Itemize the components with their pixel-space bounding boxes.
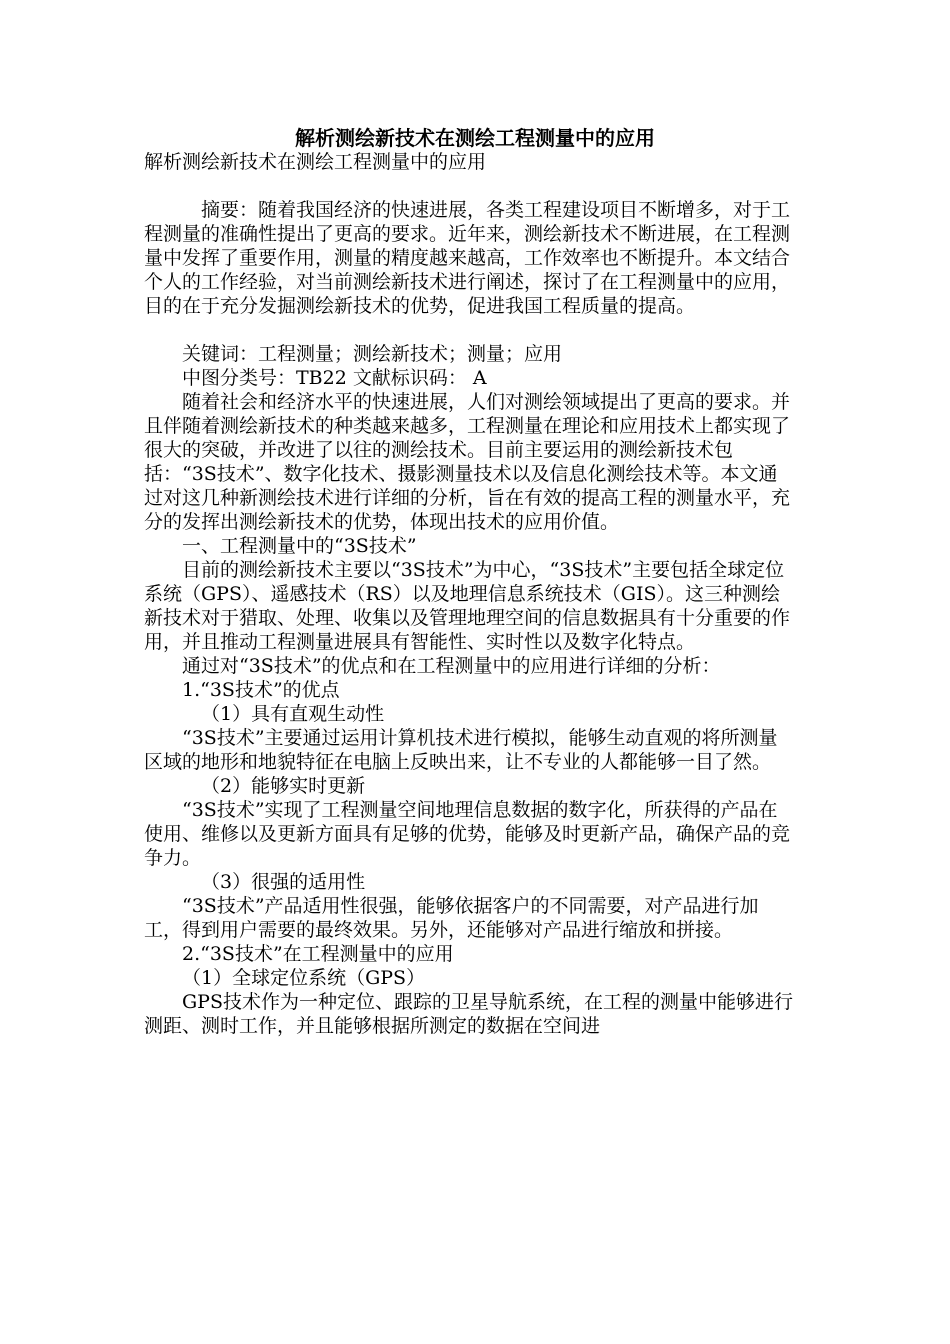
body-paragraph: “3S技术”实现了工程测量空间地理信息数据的数字化，所获得的产品在使用、维修以及更新方面具有足够的优势，能够及时更新产品，确保产品的竞争力。 (144, 799, 791, 869)
body-paragraph: “3S技术”产品适用性很强，能够依据客户的不同需要，对产品进行加工，得到用户需要的最终效果。另外，还能够对产品进行缩放和拼接。 (144, 895, 759, 941)
body-paragraph: GPS技术作为一种定位、跟踪的卫星导航系统，在工程的测量中能够进行测距、测时工作，并且能够根据所测定的数据在空间进 (144, 991, 793, 1037)
item-heading: （1）全球定位系统（GPS） (182, 967, 426, 989)
spacer (144, 318, 794, 342)
body-paragraph: 目前的测绘新技术主要以“3S技术”为中心，“3S技术”主要包括全球定位系统（GPS）、遥感技术（RS）以及地理信息系统技术（GIS）。这三种测绘新技术对于猎取、处理、收集以及管理地理空间的信息数据具有十分重要的作用，并且推动工程测量进展具有智能性、实时性以及数字化特点。 (144, 559, 791, 653)
body-paragraph: 通过对“3S技术”的优点和在工程测量中的应用进行详细的分析： (182, 655, 721, 677)
item-heading: （3）很强的适用性 (201, 871, 366, 893)
subsection-heading: 2.“3S技术”在工程测量中的应用 (182, 943, 454, 965)
section-heading: 一、工程测量中的“3S技术” (182, 535, 417, 557)
document-title: 解析测绘新技术在测绘工程测量中的应用 (295, 126, 655, 150)
classification-line: 中图分类号：TB22 文献标识码： A (182, 367, 487, 389)
document-subtitle: 解析测绘新技术在测绘工程测量中的应用 (144, 151, 487, 173)
body-paragraph: “3S技术”主要通过运用计算机技术进行模拟，能够生动直观的将所测量区域的地形和地貌特征在电脑上反映出来，让不专业的人都能够一目了然。 (144, 727, 778, 773)
keywords-line: 关键词：工程测量；测绘新技术；测量；应用 (182, 343, 563, 365)
document-body (144, 198, 794, 1038)
item-heading: （2）能够实时更新 (201, 775, 366, 797)
subsection-heading: 1.“3S技术”的优点 (182, 679, 340, 701)
item-heading: （1）具有直观生动性 (201, 703, 385, 725)
body-paragraph: 随着社会和经济水平的快速进展，人们对测绘领域提出了更高的要求。并且伴随着测绘新技术的种类越来越多，工程测量在理论和应用技术上都实现了很大的突破，并改进了以往的测绘技术。目前主要运用的测绘新技术包括：“3S技术”、数字化技术、摄影测量技术以及信息化测绘技术等。本文通过对这几种新测绘技术进行详细的分析，旨在有效的提高工程的测量水平，充分的发挥出测绘新技术的优势，体现出技术的应用价值。 (144, 391, 791, 533)
abstract-paragraph: 摘要：随着我国经济的快速进展，各类工程建设项目不断增多，对于工程测量的准确性提出了更高的要求。近年来，测绘新技术不断进展，在工程测量中发挥了重要作用，测量的精度越来越高，工作效率也不断提升。本文结合个人的工作经验，对当前测绘新技术进行阐述，探讨了在工程测量中的应用，目的在于充分发掘测绘新技术的优势，促进我国工程质量的提高。 (144, 199, 791, 317)
